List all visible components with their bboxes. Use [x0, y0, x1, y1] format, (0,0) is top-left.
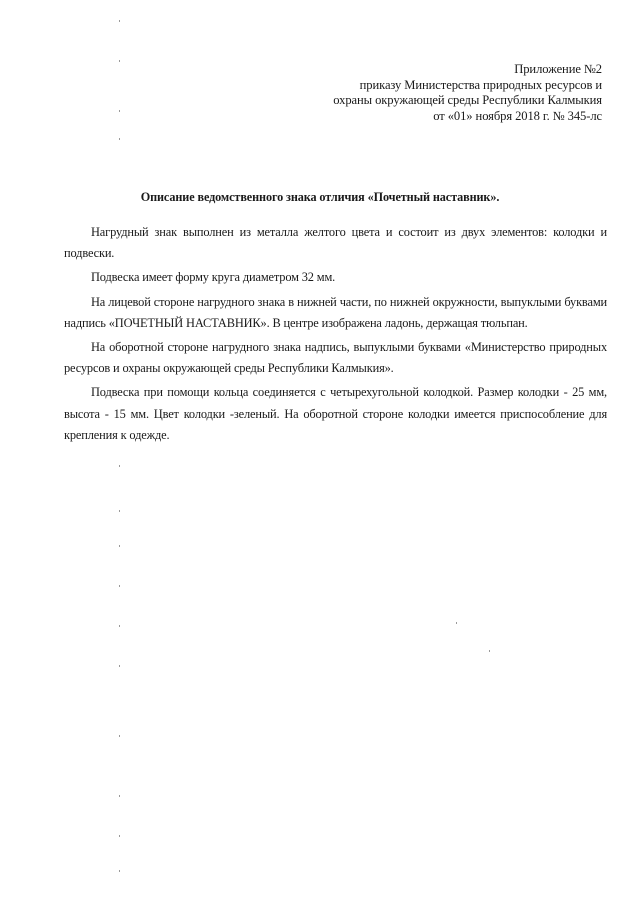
scan-speck: [119, 665, 120, 667]
scan-speck: [119, 465, 120, 467]
paragraph-front-side: На лицевой стороне нагрудного знака в нижней части, по нижней окружности, выпуклыми буквами надпись «ПОЧЕТНЫЙ НАСТАВНИК». В центре изображена ладонь, держащая тюльпан.: [64, 294, 607, 330]
order-reference-line-1: приказу Министерства природных ресурсов и: [359, 77, 602, 92]
scan-speck: [119, 545, 120, 547]
scan-speck: [119, 60, 120, 62]
paragraph-back-side: На оборотной стороне нагрудного знака надпись, выпуклыми буквами «Министерство природных ресурсов и охраны окружающей среды Республики Калмыкия».: [64, 340, 607, 376]
appendix-header: [333, 62, 602, 124]
scan-speck: [119, 138, 120, 140]
scan-speck: [119, 510, 120, 512]
paragraph-badge-material: Нагрудный знак выполнен из металла желтого цвета и состоит из двух элементов: колодки и подвески.: [64, 225, 607, 261]
scan-speck: [119, 585, 120, 587]
document-body: [64, 222, 607, 449]
paragraph-pendant-shape: Подвеска имеет форму круга диаметром 32 мм.: [91, 270, 336, 285]
scan-speck: [456, 622, 457, 624]
scan-speck: [119, 795, 120, 797]
scan-speck: [119, 735, 120, 737]
appendix-number: Приложение №2: [514, 62, 602, 76]
document-title: Описание ведомственного знака отличия «Почетный наставник».: [140, 190, 500, 204]
scan-speck: [119, 110, 120, 112]
order-date-number: от «01» ноября 2018 г. № 345-лс: [433, 108, 602, 123]
scan-speck: [119, 870, 120, 872]
scan-speck: [489, 650, 490, 652]
order-reference-line-2: охраны окружающей среды Республики Калмыкия: [333, 93, 602, 107]
paragraph-block-description: Подвеска при помощи кольца соединяется с четырехугольной колодкой. Размер колодки - 25 мм, высота - 15 мм. Цвет колодки -зеленый. На оборотной стороне колодки имеется приспособление для крепления к одежде.: [64, 385, 607, 442]
scan-speck: [119, 625, 120, 627]
scan-speck: [119, 20, 120, 22]
scan-speck: [119, 835, 120, 837]
